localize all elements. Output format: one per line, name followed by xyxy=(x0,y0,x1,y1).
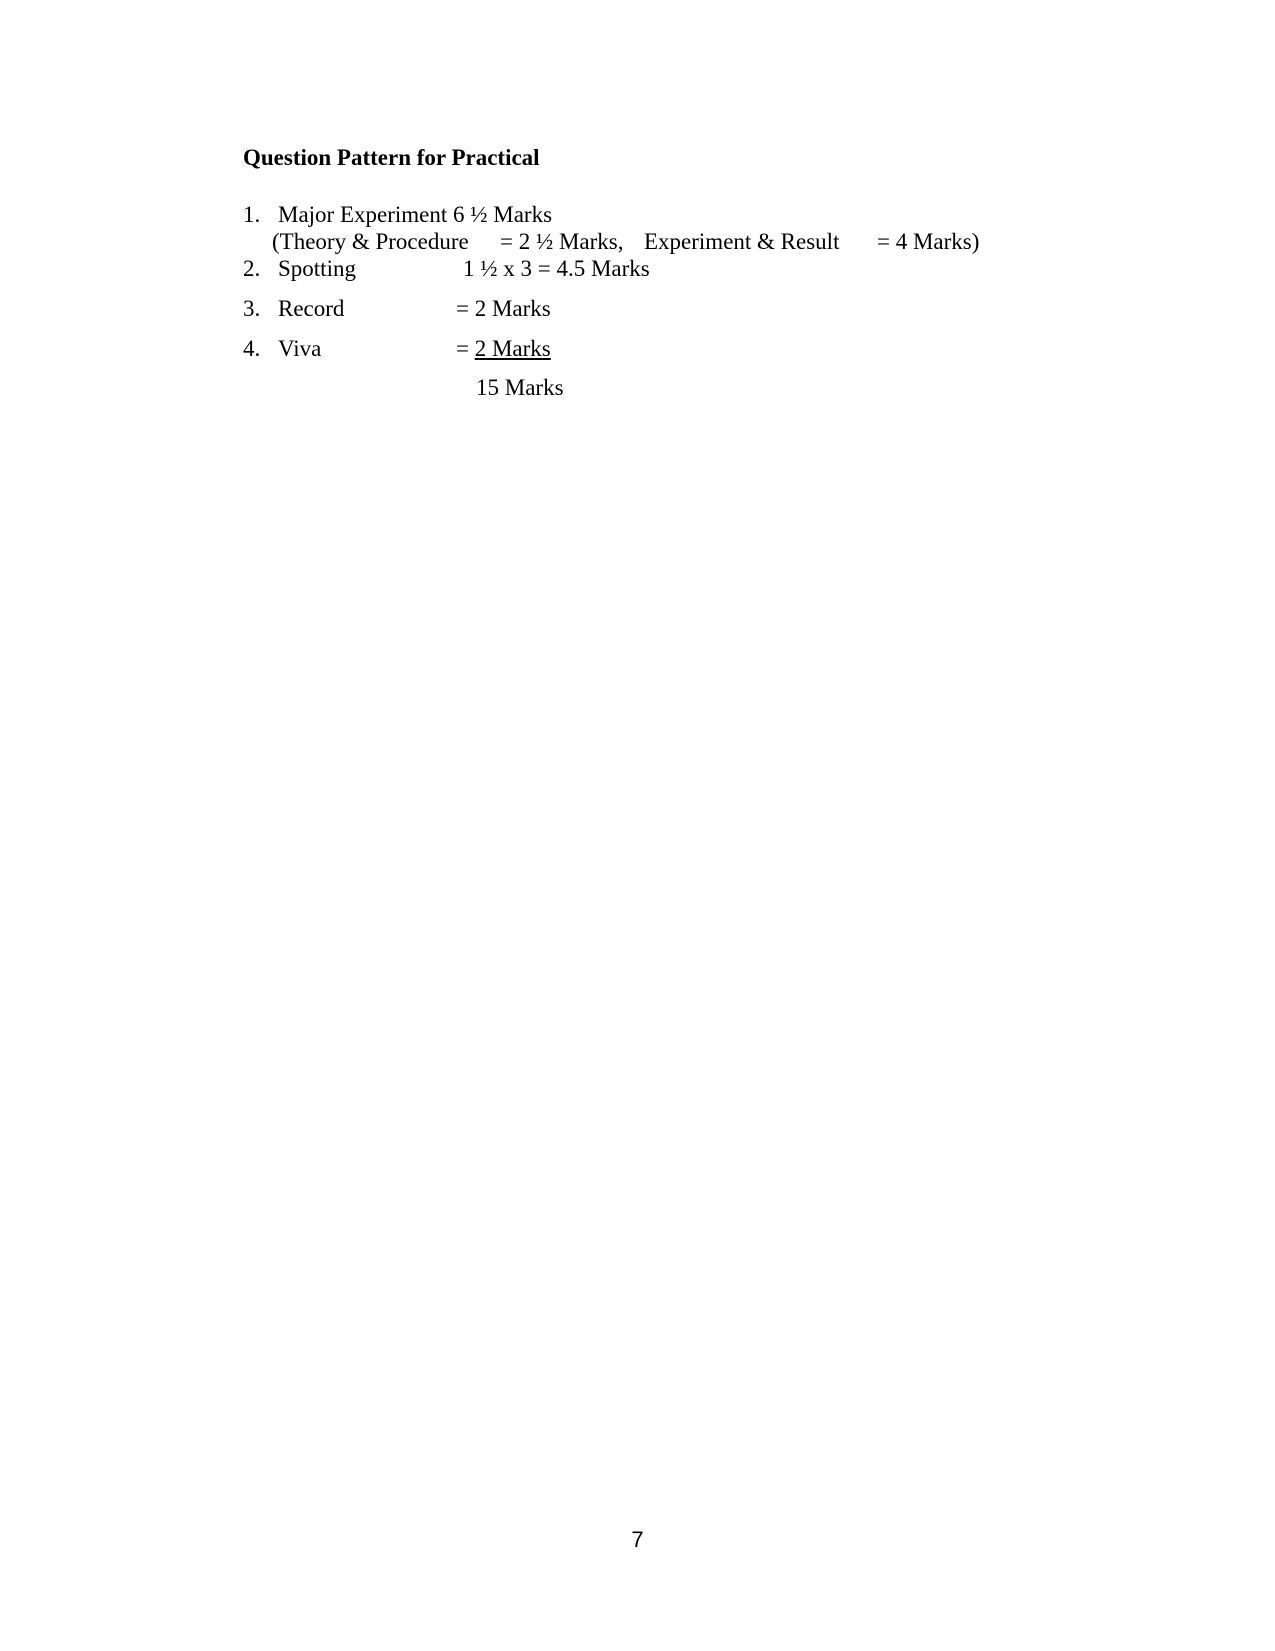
item-2-number: 2. xyxy=(243,256,261,281)
item-4-value-group xyxy=(456,335,551,362)
item-2-label: Spotting xyxy=(278,256,356,281)
item-3-label: Record xyxy=(278,296,345,321)
item-3-value: 2 Marks xyxy=(474,296,551,321)
item-4-label: Viva xyxy=(278,336,322,361)
item-1-detail-part2-label: Experiment & Result xyxy=(644,229,840,254)
item-1-number: 1. xyxy=(243,202,261,227)
item-4-value-prefix: = xyxy=(456,336,475,361)
item-4-number: 4. xyxy=(243,336,261,361)
item-2-value: 1 ½ x 3 = 4.5 Marks xyxy=(463,256,650,281)
page-number: 7 xyxy=(631,1527,644,1552)
item-4-value: 2 Marks xyxy=(474,336,551,361)
item-3-value-prefix: = xyxy=(456,296,475,321)
item-1-detail-part2-value: = 4 Marks) xyxy=(877,229,980,254)
page-title: Question Pattern for Practical xyxy=(243,145,540,170)
item-1-label: Major Experiment 6 ½ Marks xyxy=(278,202,553,227)
item-1-detail-part1-label: (Theory & Procedure xyxy=(272,229,469,254)
item-3-number: 3. xyxy=(243,296,261,321)
total-marks: 15 Marks xyxy=(476,375,564,400)
item-1-detail-part1-value: = 2 ½ Marks, xyxy=(500,229,624,254)
item-3-value-group xyxy=(456,295,551,322)
